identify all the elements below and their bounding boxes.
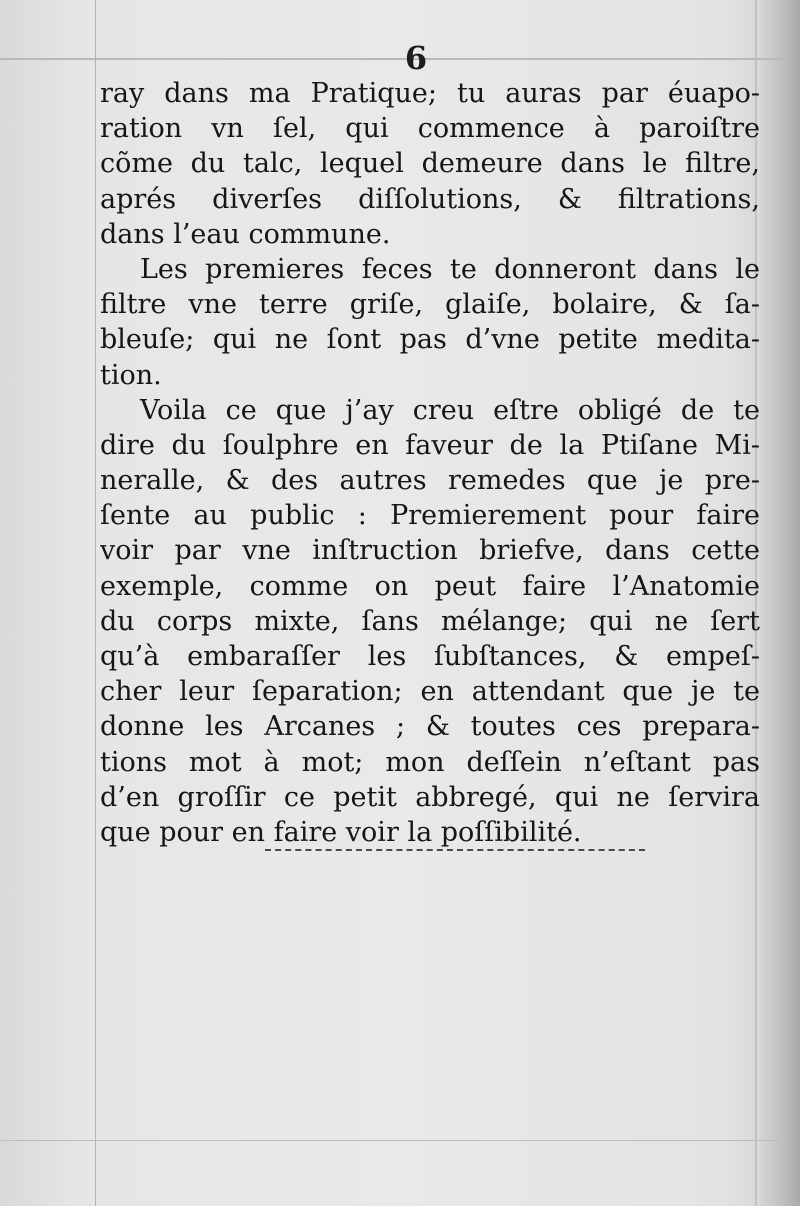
text-line: ray dans ma Pratique; tu auras par éuapo- bbox=[100, 78, 760, 109]
text-line: aprés diverſes diſſolutions, & filtrations, bbox=[100, 183, 760, 215]
text-line: Les premieres feces te donneront dans le bbox=[140, 253, 760, 285]
text-line: donne les Arcanes ; & toutes ces prepara- bbox=[100, 711, 760, 743]
page-number: 6 bbox=[404, 39, 428, 77]
text-line: cher leur ſeparation; en attendant que je te bbox=[100, 676, 760, 708]
text-line: filtre vne terre griſe, glaiſe, bolaire, & ſa- bbox=[100, 289, 760, 321]
page-gutter bbox=[760, 0, 800, 1206]
text-line: ration vn ſel, qui commence à paroiſtre bbox=[100, 113, 760, 145]
top-rule bbox=[0, 58, 785, 60]
text-line: tions mot à mot; mon deſſein n’eſtant pas bbox=[100, 746, 760, 778]
text-line: ſente au public : Premierement pour faire bbox=[100, 500, 760, 532]
text-line: Voila ce que j’ay creu eſtre obligé de te bbox=[140, 394, 760, 426]
text-line: dire du ſoulphre en faveur de la Ptiſane Mi- bbox=[100, 429, 760, 461]
bottom-rule bbox=[0, 1140, 780, 1141]
text-line: bleuſe; qui ne ſont pas d’vne petite medita- bbox=[100, 324, 760, 356]
body-text bbox=[100, 76, 760, 850]
text-line: que pour en faire voir la poſſibilité. bbox=[100, 816, 582, 848]
text-line: cõme du talc, lequel demeure dans le filtre, bbox=[100, 148, 760, 180]
text-line: dans l’eau commune. bbox=[100, 218, 391, 250]
left-margin-rule bbox=[95, 0, 96, 1206]
text-line: voir par vne inſtruction briefve, dans cette bbox=[100, 535, 760, 567]
text-line: qu’à embaraſſer les ſubſtances, & empeſ- bbox=[100, 641, 760, 672]
text-line: d’en groſſir ce petit abbregé, qui ne ſervira bbox=[100, 781, 760, 813]
text-line: du corps mixte, ſans mélange; qui ne ſert bbox=[100, 605, 760, 637]
text-line: exemple, comme on peut faire l’Anatomie bbox=[100, 570, 760, 602]
text-line: tion. bbox=[100, 359, 162, 391]
text-line: neralle, & des autres remedes que je pre- bbox=[100, 465, 760, 497]
end-underline bbox=[265, 849, 645, 851]
